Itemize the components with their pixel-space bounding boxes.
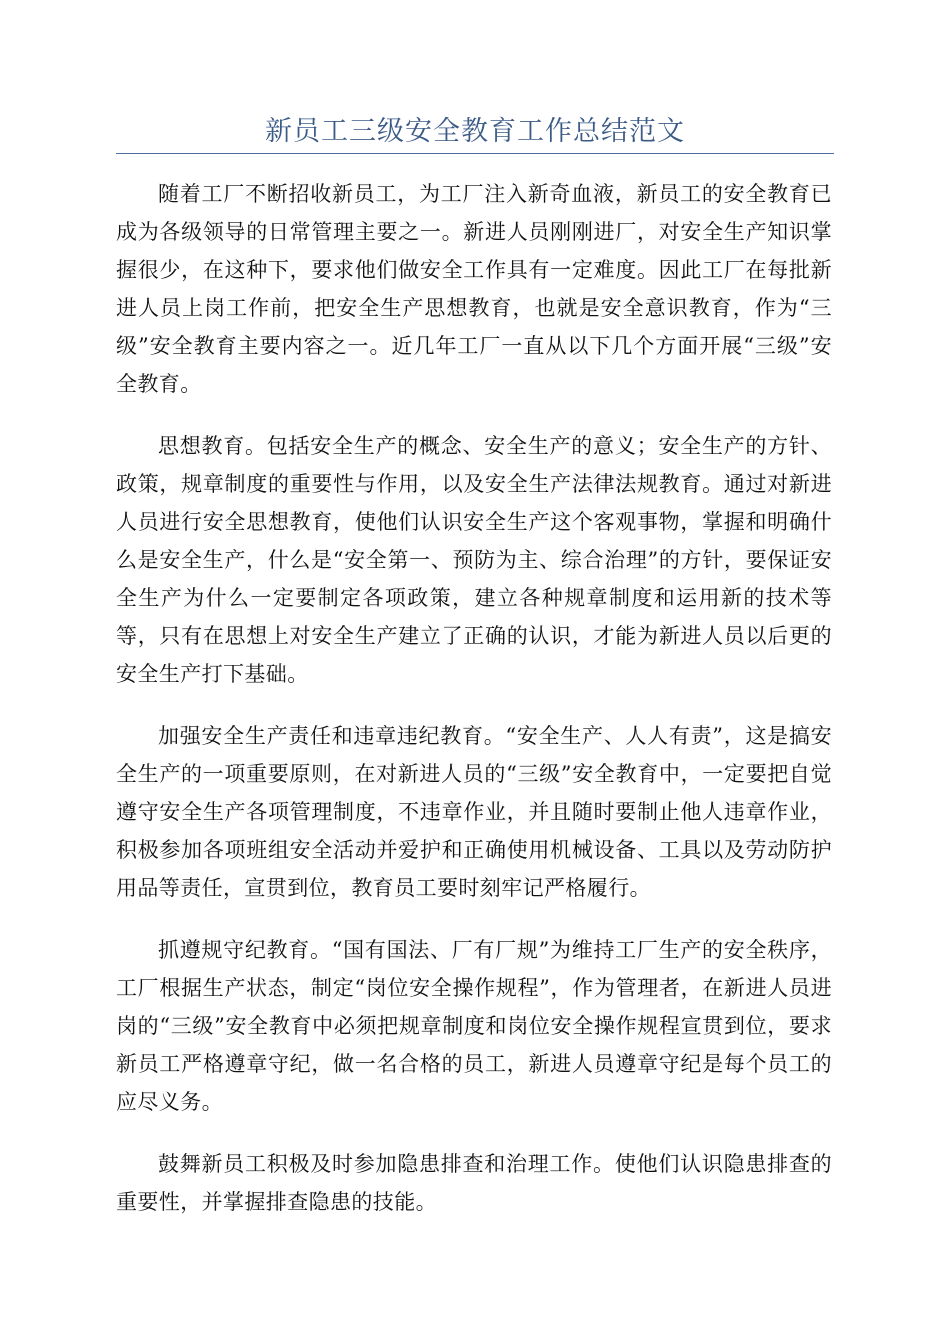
paragraph-hazard-inspection: 鼓舞新员工积极及时参加隐患排查和治理工作。使他们认识隐患排查的重要性，并掌握排查隐患的技能。: [116, 1152, 832, 1214]
title-underline: [116, 153, 834, 154]
document-body: [116, 175, 832, 1245]
paragraph-intro: 随着工厂不断招收新员工，为工厂注入新奇血液，新员工的安全教育已成为各级领导的日常管理主要之一。新进人员刚刚进厂，对安全生产知识掌握很少，在这种下，要求他们做安全工作具有一定难度。因此工厂在每批新进人员上岗工作前，把安全生产思想教育，也就是安全意识教育，作为“三级”安全教育主要内容之一。近几年工厂一直从以下几个方面开展“三级”安全教育。: [116, 182, 832, 396]
paragraph-ideological-education: 思想教育。包括安全生产的概念、安全生产的意义；安全生产的方针、政策，规章制度的重要性与作用，以及安全生产法律法规教育。通过对新进人员进行安全思想教育，使他们认识安全生产这个客观事物，掌握和明确什么是安全生产，什么是“安全第一、预防为主、综合治理”的方针，要保证安全生产为什么一定要制定各项政策，建立各种规章制度和运用新的技术等等，只有在思想上对安全生产建立了正确的认识，才能为新进人员以后更的安全生产打下基础。: [116, 434, 832, 686]
document-title: 新员工三级安全教育工作总结范文: [265, 116, 685, 147]
paragraph-discipline-education: 抓遵规守纪教育。“国有国法、厂有厂规”为维持工厂生产的安全秩序，工厂根据生产状态，制定“岗位安全操作规程”，作为管理者，在新进人员进岗的“三级”安全教育中必须把规章制度和岗位安全操作规程宣贯到位，要求新员工严格遵章守纪，做一名合格的员工，新进人员遵章守纪是每个员工的应尽义务。: [116, 938, 832, 1114]
paragraph-responsibility-education: 加强安全生产责任和违章违纪教育。“安全生产、人人有责”，这是搞安全生产的一项重要原则，在对新进人员的“三级”安全教育中，一定要把自觉遵守安全生产各项管理制度，不违章作业，并且随时要制止他人违章作业，积极参加各项班组安全活动并爱护和正确使用机械设备、工具以及劳动防护用品等责任，宣贯到位，教育员工要时刻牢记严格履行。: [116, 724, 832, 900]
